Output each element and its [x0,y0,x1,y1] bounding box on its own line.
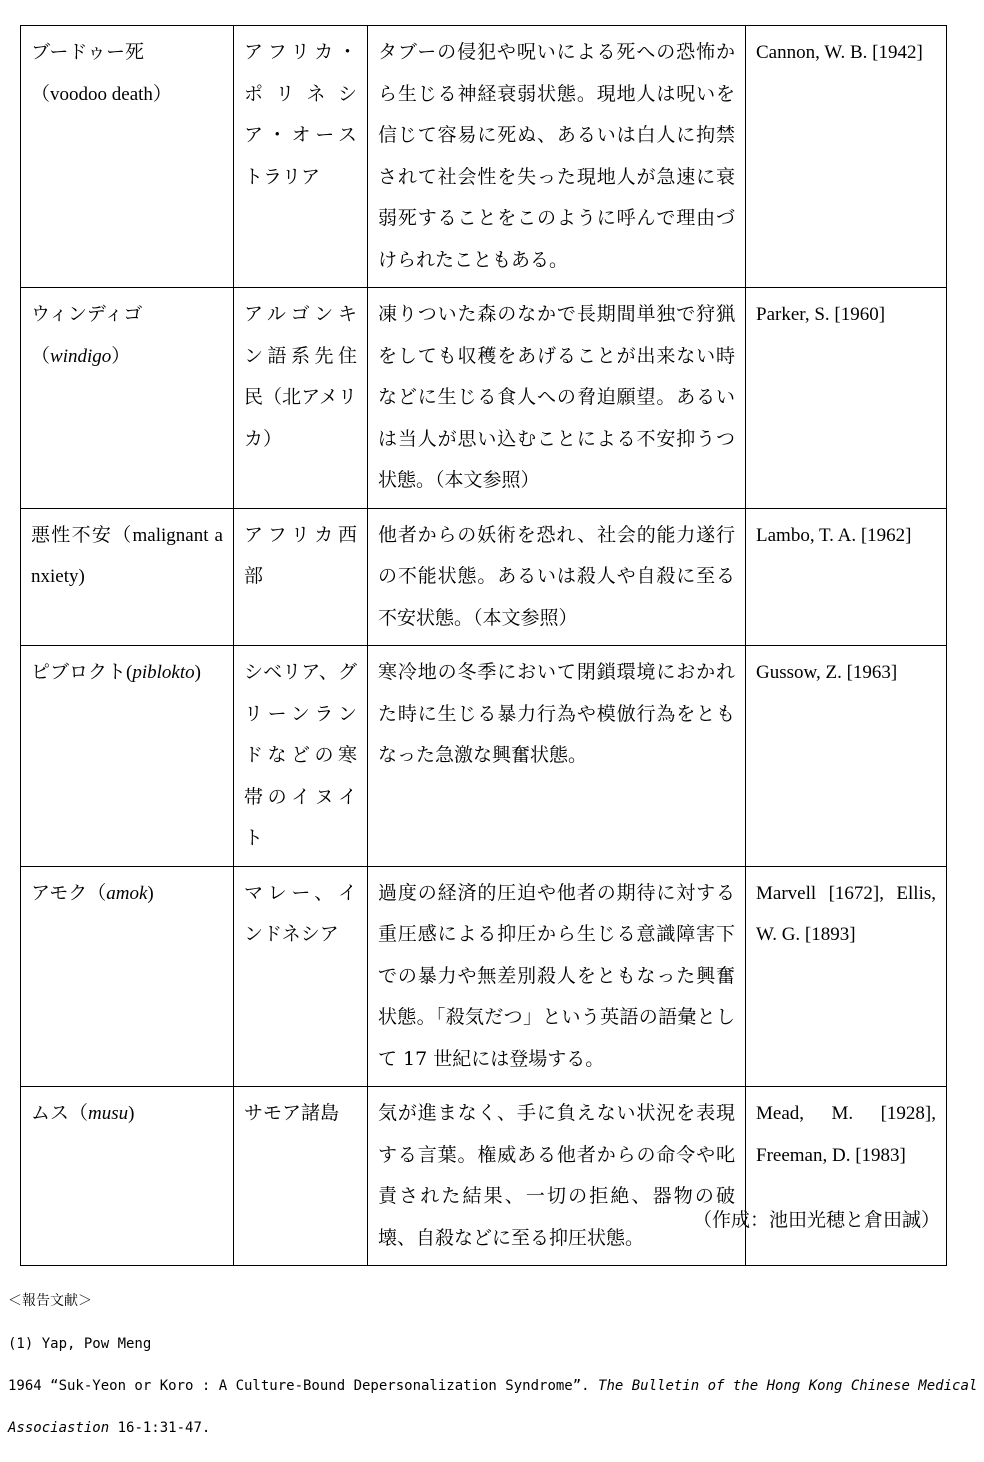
reference-cell: Lambo, T. A. [1962] [746,508,947,646]
reference-citation: 1964 “Suk-Yeon or Koro : A Culture-Bound Depersonalization Syndrome”. The Bulletin of the Hong Kong Chinese Medical [8,1378,978,1394]
table-row [21,26,947,288]
reference-cell: Cannon, W. B. [1942] [746,26,947,288]
table-row [21,866,947,1087]
syndrome-name-en: amok [106,882,148,904]
syndrome-name-ja: ウィンディゴ [31,303,143,325]
syndrome-name-en: windigo [50,345,112,367]
table-row [21,1087,947,1266]
syndrome-name-en: voodoo death [50,83,153,105]
region-cell: アフリカ西部 [234,508,368,646]
syndrome-name-cell: アモク（amok) [21,866,234,1087]
references-heading: ＜報告文献＞ [8,1293,92,1309]
syndrome-name-en: piblokto [132,662,195,683]
syndrome-name-cell: 悪性不安（malignant anxiety) [21,508,234,646]
syndrome-name-en: musu [88,1103,129,1124]
region-cell: シベリア、グリーンランドなどの寒帯のイヌイト [234,646,368,867]
journal-title-continued: Associastion [8,1420,110,1436]
table-row [21,288,947,509]
reference-cell: Gussow, Z. [1963] [746,646,947,867]
syndrome-name-en: malignant anxiety [31,524,223,587]
description-cell: 寒冷地の冬季において閉鎖環境におかれた時に生じる暴力行為や模倣行為をともなった急激な興奮状態。 [368,646,746,867]
syndrome-name-ja: ムス [31,1102,70,1124]
description-cell: 気が進まなく、手に負えない状況を表現する言葉。権威ある他者からの命令や叱責された結果、一切の拒絶、器物の破壊、自殺などに至る抑圧状態。 [368,1087,746,1266]
syndrome-name-ja: ブードゥー死 [31,41,144,63]
region-cell: アフリカ・ポリネシア・オーストラリア [234,26,368,288]
syndrome-name-cell: ブードゥー死 （voodoo death） [21,26,234,288]
culture-bound-syndrome-table [20,25,947,1266]
table-credit: （作成：池田光穂と倉田誠） [692,1209,940,1231]
reference-citation-continued: Associastion 16-1:31-47. [8,1420,211,1436]
syndrome-name-ja: 悪性不安 [31,523,113,546]
description-cell: 他者からの妖術を恐れ、社会的能力遂行の不能状態。あるいは殺人や自殺に至る不安状態。（本文参照） [368,508,746,646]
syndrome-name-ja: アモク [31,881,88,904]
reference-cell: Parker, S. [1960] [746,288,947,509]
description-cell: タブーの侵犯や呪いによる死への恐怖から生じる神経衰弱状態。現地人は呪いを信じて容易に死ぬ、あるいは白人に拘禁されて社会性を失った現地人が急速に衰弱死することをこのように呼んで理由づけられたこともある。 [368,26,746,288]
reference-cell: Marvell [1672], Ellis, W. G. [1893] [746,866,947,1087]
table-row [21,646,947,867]
syndrome-name-ja: ピブロクト [31,661,127,683]
region-cell: マレー、インドネシア [234,866,368,1087]
region-cell: サモア諸島 [234,1087,368,1266]
table-row [21,508,947,646]
description-cell: 過度の経済的圧迫や他者の期待に対する重圧感による抑圧から生じる意識障害下での暴力や無差別殺人をともなった興奮状態。「殺気だつ」という英語の語彙として 17 世紀には登場する。 [368,866,746,1087]
syndrome-name-cell: ムス（musu) [21,1087,234,1266]
syndrome-name-cell: ウィンディゴ （windigo） [21,288,234,509]
journal-title: The Bulletin of the Hong Kong Chinese Medical [598,1378,978,1394]
reference-author: (1) Yap, Pow Meng [8,1336,152,1352]
description-cell: 凍りついた森のなかで長期間単独で狩猟をしても収穫をあげることが出来ない時などに生じる食人への脅迫願望。あるいは当人が思い込むことによる不安抑うつ状態。（本文参照） [368,288,746,509]
reference-cell: Mead, M. [1928], Freeman, D. [1983] [746,1087,947,1266]
region-cell: アルゴンキン語系先住民（北アメリカ） [234,288,368,509]
syndrome-name-cell: ピブロクト(piblokto) [21,646,234,867]
